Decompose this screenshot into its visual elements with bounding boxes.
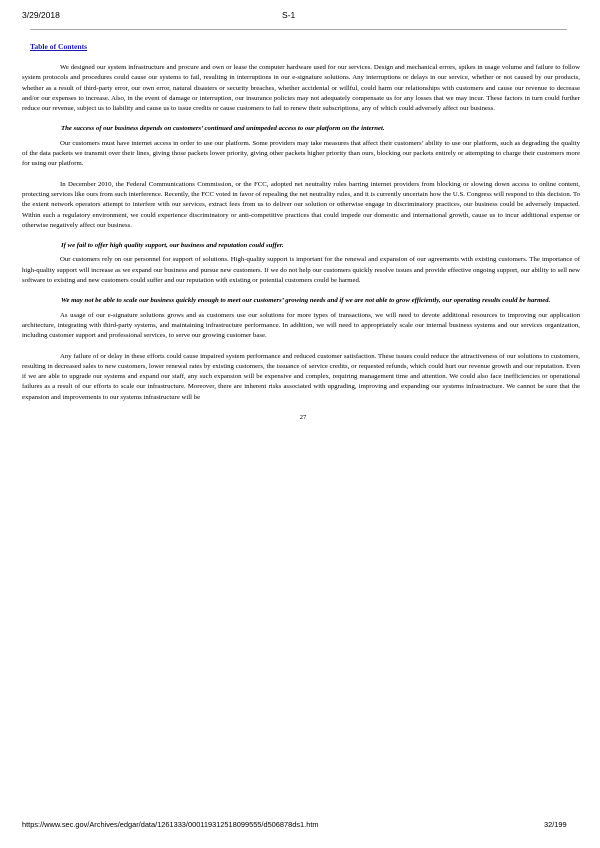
paragraph-internet-access: Our customers must have internet access in order to use our platform. Some providers may take measures that affect their customers’ ability to use our platform, such as degrading the quality of the data packets we transmit over their lines, giving those packets lower priority, giving other packets higher priority than ours, blocking our packets entirely or attempting to charge their customers more for using our platform. — [22, 139, 580, 168]
risk-heading-internet-access: The success of our business depends on customers’ continued and unimpeded access to our platform on the internet. — [61, 125, 385, 133]
paragraph-scaling-failure: Any failure of or delay in these efforts could cause impaired system performance and reduced customer satisfaction. These issues could reduce the attractiveness of our solutions to customers, resulting in decreased sales to new customers, lower renewal rates by existing customers, the issuance of service credits, or requested refunds, which could hurt our revenue growth and our reputation. Even if we are able to upgrade our systems and expand our staff, any such expansion will be expensive and complex, requiring management time and attention. We could also face inefficiencies or operational failures as a result of our efforts to scale our infrastructure. Moreover, there are inherent risks associated with upgrading, improving and expanding our systems infrastructure. We cannot be sure that the expansion and improvements to our systems infrastructure will be — [22, 352, 580, 401]
header-divider — [30, 29, 567, 30]
paragraph-net-neutrality: In December 2010, the Federal Communications Commission, or the FCC, adopted net neutrality rules barring internet providers from blocking or slowing down access to online content, protecting services like ours from such interference. Recently, the FCC voted in favor of repealing the net neutrality rules, and it is currently uncertain how the U.S. Congress will respond to this decision. To the extent network operators attempt to interfere with our services, extract fees from us to deliver our solution or otherwise engage in discriminatory practices, our business could be adversely impacted. Within such a regulatory environment, we could experience discriminatory or anti-competitive practices that could impede our domestic and international growth, cause us to incur additional expense or otherwise negatively affect our business. — [22, 180, 580, 229]
table-of-contents-link[interactable]: Table of Contents — [30, 42, 88, 51]
page-count: 32/199 — [544, 820, 567, 829]
print-header — [0, 10, 600, 24]
document-body — [22, 63, 580, 423]
source-url: https://www.sec.gov/Archives/edgar/data/1261333/000119312518099555/d506878ds1.htm — [22, 820, 319, 829]
paragraph-system-infrastructure: We designed our system infrastructure and procure and own or lease the computer hardware used for our services. Design and mechanical errors, spikes in usage volume and failure to follow system protocols and procedures could cause our systems to fail, resulting in interruptions in our e-signature solutions. Any interruptions or delays in our service, whether or not caused by our products, whether as a result of third-party error, our own error, natural disasters or security breaches, whether accidental or willful, could harm our relationships with customers and cause our revenue to decrease and/or our expenses to increase. Also, in the event of damage or interruption, our insurance policies may not adequately compensate us for any losses that we may incur. These factors in turn could further reduce our revenue, subject us to liability and cause us to issue credits or cause customers to fail to renew their subscriptions, any of which could adversely affect our business. — [22, 64, 580, 113]
risk-heading-support: If we fail to offer high quality support, our business and reputation could suffer. — [61, 242, 284, 250]
paragraph-support: Our customers rely on our personnel for support of solutions. High-quality support is important for the renewal and expansion of our agreements with existing customers. The importance of high-quality support will increase as we expand our business and pursue new customers. If we do not help our customers quickly resolve issues and provide effective ongoing support, our ability to sell new software to existing and new customers could suffer and our reputation with existing or potential customers could be harmed. — [22, 256, 580, 285]
print-footer — [0, 820, 600, 834]
document-title: S-1 — [282, 10, 296, 20]
print-date: 3/29/2018 — [22, 10, 60, 20]
paragraph-scaling: As usage of our e-signature solutions grows and as customers use our solutions for more types of transactions, we will need to devote additional resources to improving our application architecture, integrating with third-party systems, and maintaining infrastructure performance. In addition, we will need to appropriately scale our internal business systems and our services organization, including customer support and professional services, to serve our growing customer base. — [22, 311, 580, 340]
page-number: 27 — [299, 414, 307, 422]
risk-heading-scaling: We may not be able to scale our business quickly enough to meet our customers’ growing needs and if we are not able to grow efficiently, our operating results could be harmed. — [61, 297, 551, 305]
